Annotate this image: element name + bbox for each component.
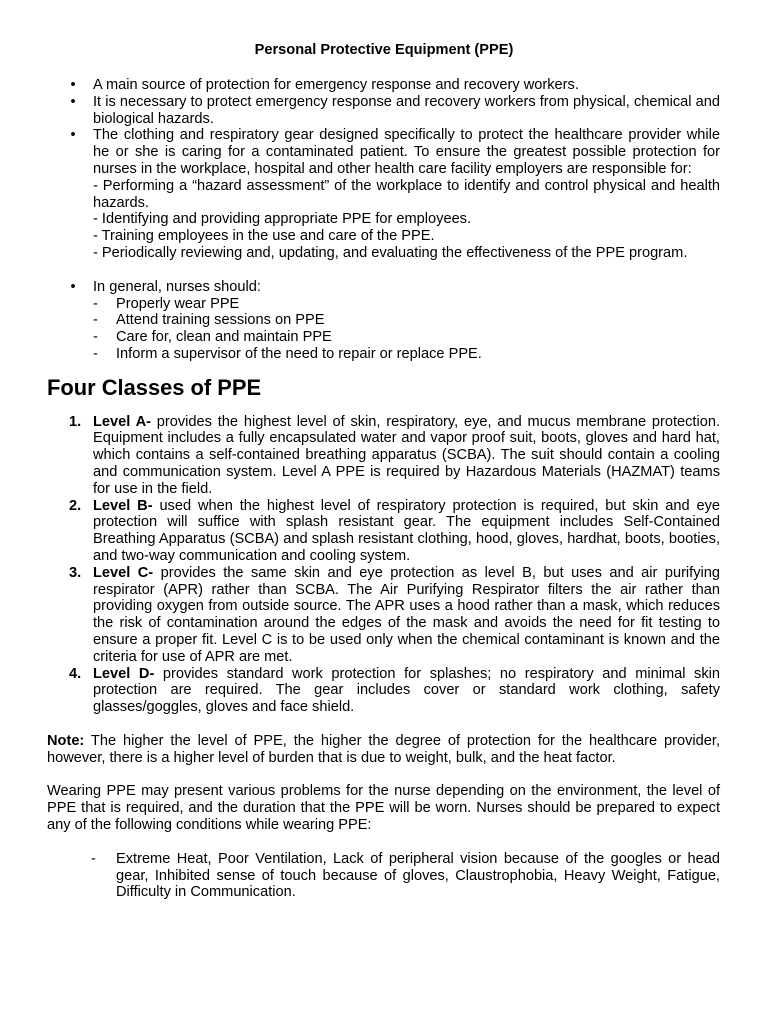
level-description: provides the highest level of skin, respiratory, eye, and mucus membrane protection. Equipment includes a fully encapsulated water and vapor proof suit, boots, gloves and hard hat, which contains a self-contained breathing apparatus (SCBA). The suit should contain a cooling and communication system. Level A PPE is required by Hazardous Materials (HAZMAT) teams for use in the field.	[93, 413, 721, 497]
ppe-levels-list	[47, 414, 720, 716]
level-description: provides the same skin and eye protection as level B, but uses and air purifying respirator (APR) rather than SCBA. The Air Purifying Respirator filters the air rather than providing oxygen from outside source. The APR uses a hood rather than a mask, which reduces the risk of contamination around the edges of the mask and avoids the need for fit testing to ensure a proper fit. Level C is to be used only when the chemical contaminant is known and the criteria for use of APR are met.	[93, 564, 720, 665]
nurse-duty: Properly wear PPE	[116, 295, 240, 312]
dash-marker: -	[93, 329, 98, 346]
level-label: Level C-	[93, 564, 154, 581]
list-item	[93, 296, 720, 313]
list-item	[93, 329, 720, 346]
list-item	[93, 312, 720, 329]
level-label: Level B-	[93, 497, 153, 514]
wearing-paragraph: Wearing PPE may present various problems for the nurse depending on the environment, the level of PPE that is required, and the duration that the PPE will be worn. Nurses should be prepared to expect any of the following conditions while wearing PPE:	[47, 783, 720, 834]
list-item	[47, 279, 720, 363]
list-item	[47, 127, 720, 261]
level-label: Level A-	[93, 413, 151, 430]
note-paragraph	[47, 733, 720, 767]
employer-duty: - Identifying and providing appropriate PPE for employees.	[93, 211, 472, 228]
list-number: 4.	[69, 665, 82, 682]
bullet-icon: •	[70, 93, 76, 110]
list-item	[47, 666, 720, 716]
level-description: used when the highest level of respiratory protection is required, but skin and eye protection will suffice with splash resistant gear. The equipment includes Self-Contained Breathing Apparatus (SCBA) and splash resistant clothing, hood, gloves, hardhat, boots, booties, and two-way communication and cooling system.	[93, 497, 720, 564]
list-number: 1.	[69, 413, 82, 430]
dash-marker: -	[91, 850, 96, 867]
list-item	[47, 565, 720, 666]
list-item	[47, 851, 720, 901]
list-number: 2.	[69, 497, 82, 514]
list-number: 3.	[69, 564, 82, 581]
page-title: Personal Protective Equipment (PPE)	[254, 42, 514, 58]
nurse-duty: Attend training sessions on PPE	[116, 312, 325, 329]
employer-duty: - Performing a “hazard assessment” of the workplace to identify and control physical and health hazards.	[93, 177, 720, 211]
dash-marker: -	[93, 312, 98, 329]
list-item	[47, 94, 720, 128]
conditions-list	[47, 851, 720, 901]
bullet-text: It is necessary to protect emergency response and recovery workers from physical, chemical and biological hazards.	[93, 93, 720, 127]
bullet-icon: •	[70, 278, 76, 295]
employer-duty: - Periodically reviewing and, updating, and evaluating the effectiveness of the PPE program.	[93, 244, 688, 261]
level-label: Level D-	[93, 665, 155, 682]
conditions-text: Extreme Heat, Poor Ventilation, Lack of peripheral vision because of the googles or head gear, Inhibited sense of touch because of gloves, Claustrophobia, Heavy Weight, Fatigue, Difficulty in Communication.	[116, 850, 720, 901]
section-heading: Four Classes of PPE	[47, 374, 262, 400]
bullet-icon: •	[70, 77, 76, 93]
list-item	[47, 498, 720, 565]
dash-marker: -	[93, 345, 98, 362]
nurses-bullet-list	[47, 279, 720, 363]
nurse-duty: Inform a supervisor of the need to repair or replace PPE.	[116, 345, 482, 362]
bullet-icon: •	[70, 127, 76, 144]
list-item	[47, 414, 720, 498]
dash-marker: -	[93, 295, 98, 312]
list-item	[47, 77, 720, 94]
note-text: The higher the level of PPE, the higher the degree of protection for the healthcare provider, however, there is a higher level of burden that is due to weight, bulk, and the heat factor.	[47, 732, 720, 766]
employer-duty: - Training employees in the use and care of the PPE.	[93, 228, 435, 245]
bullet-text: The clothing and respiratory gear designed specifically to protect the healthcare provider while he or she is caring for a contaminated patient. To ensure the greatest possible protection for nurses in the workplace, hospital and other health care facility employers are responsible for:	[93, 127, 720, 177]
bullet-text: A main source of protection for emergency response and recovery workers.	[93, 77, 579, 93]
list-item	[93, 346, 720, 363]
level-description: provides standard work protection for splashes; no respiratory and minimal skin protection are required. The gear includes cover or standard work clothing, safety glasses/goggles, gloves and face shield.	[93, 665, 720, 716]
nurse-duties-list	[93, 296, 720, 363]
document-body	[47, 77, 720, 901]
intro-bullet-list	[47, 77, 720, 262]
bullet-text: In general, nurses should:	[93, 278, 261, 295]
nurse-duty: Care for, clean and maintain PPE	[116, 329, 332, 346]
note-label: Note:	[47, 732, 85, 749]
